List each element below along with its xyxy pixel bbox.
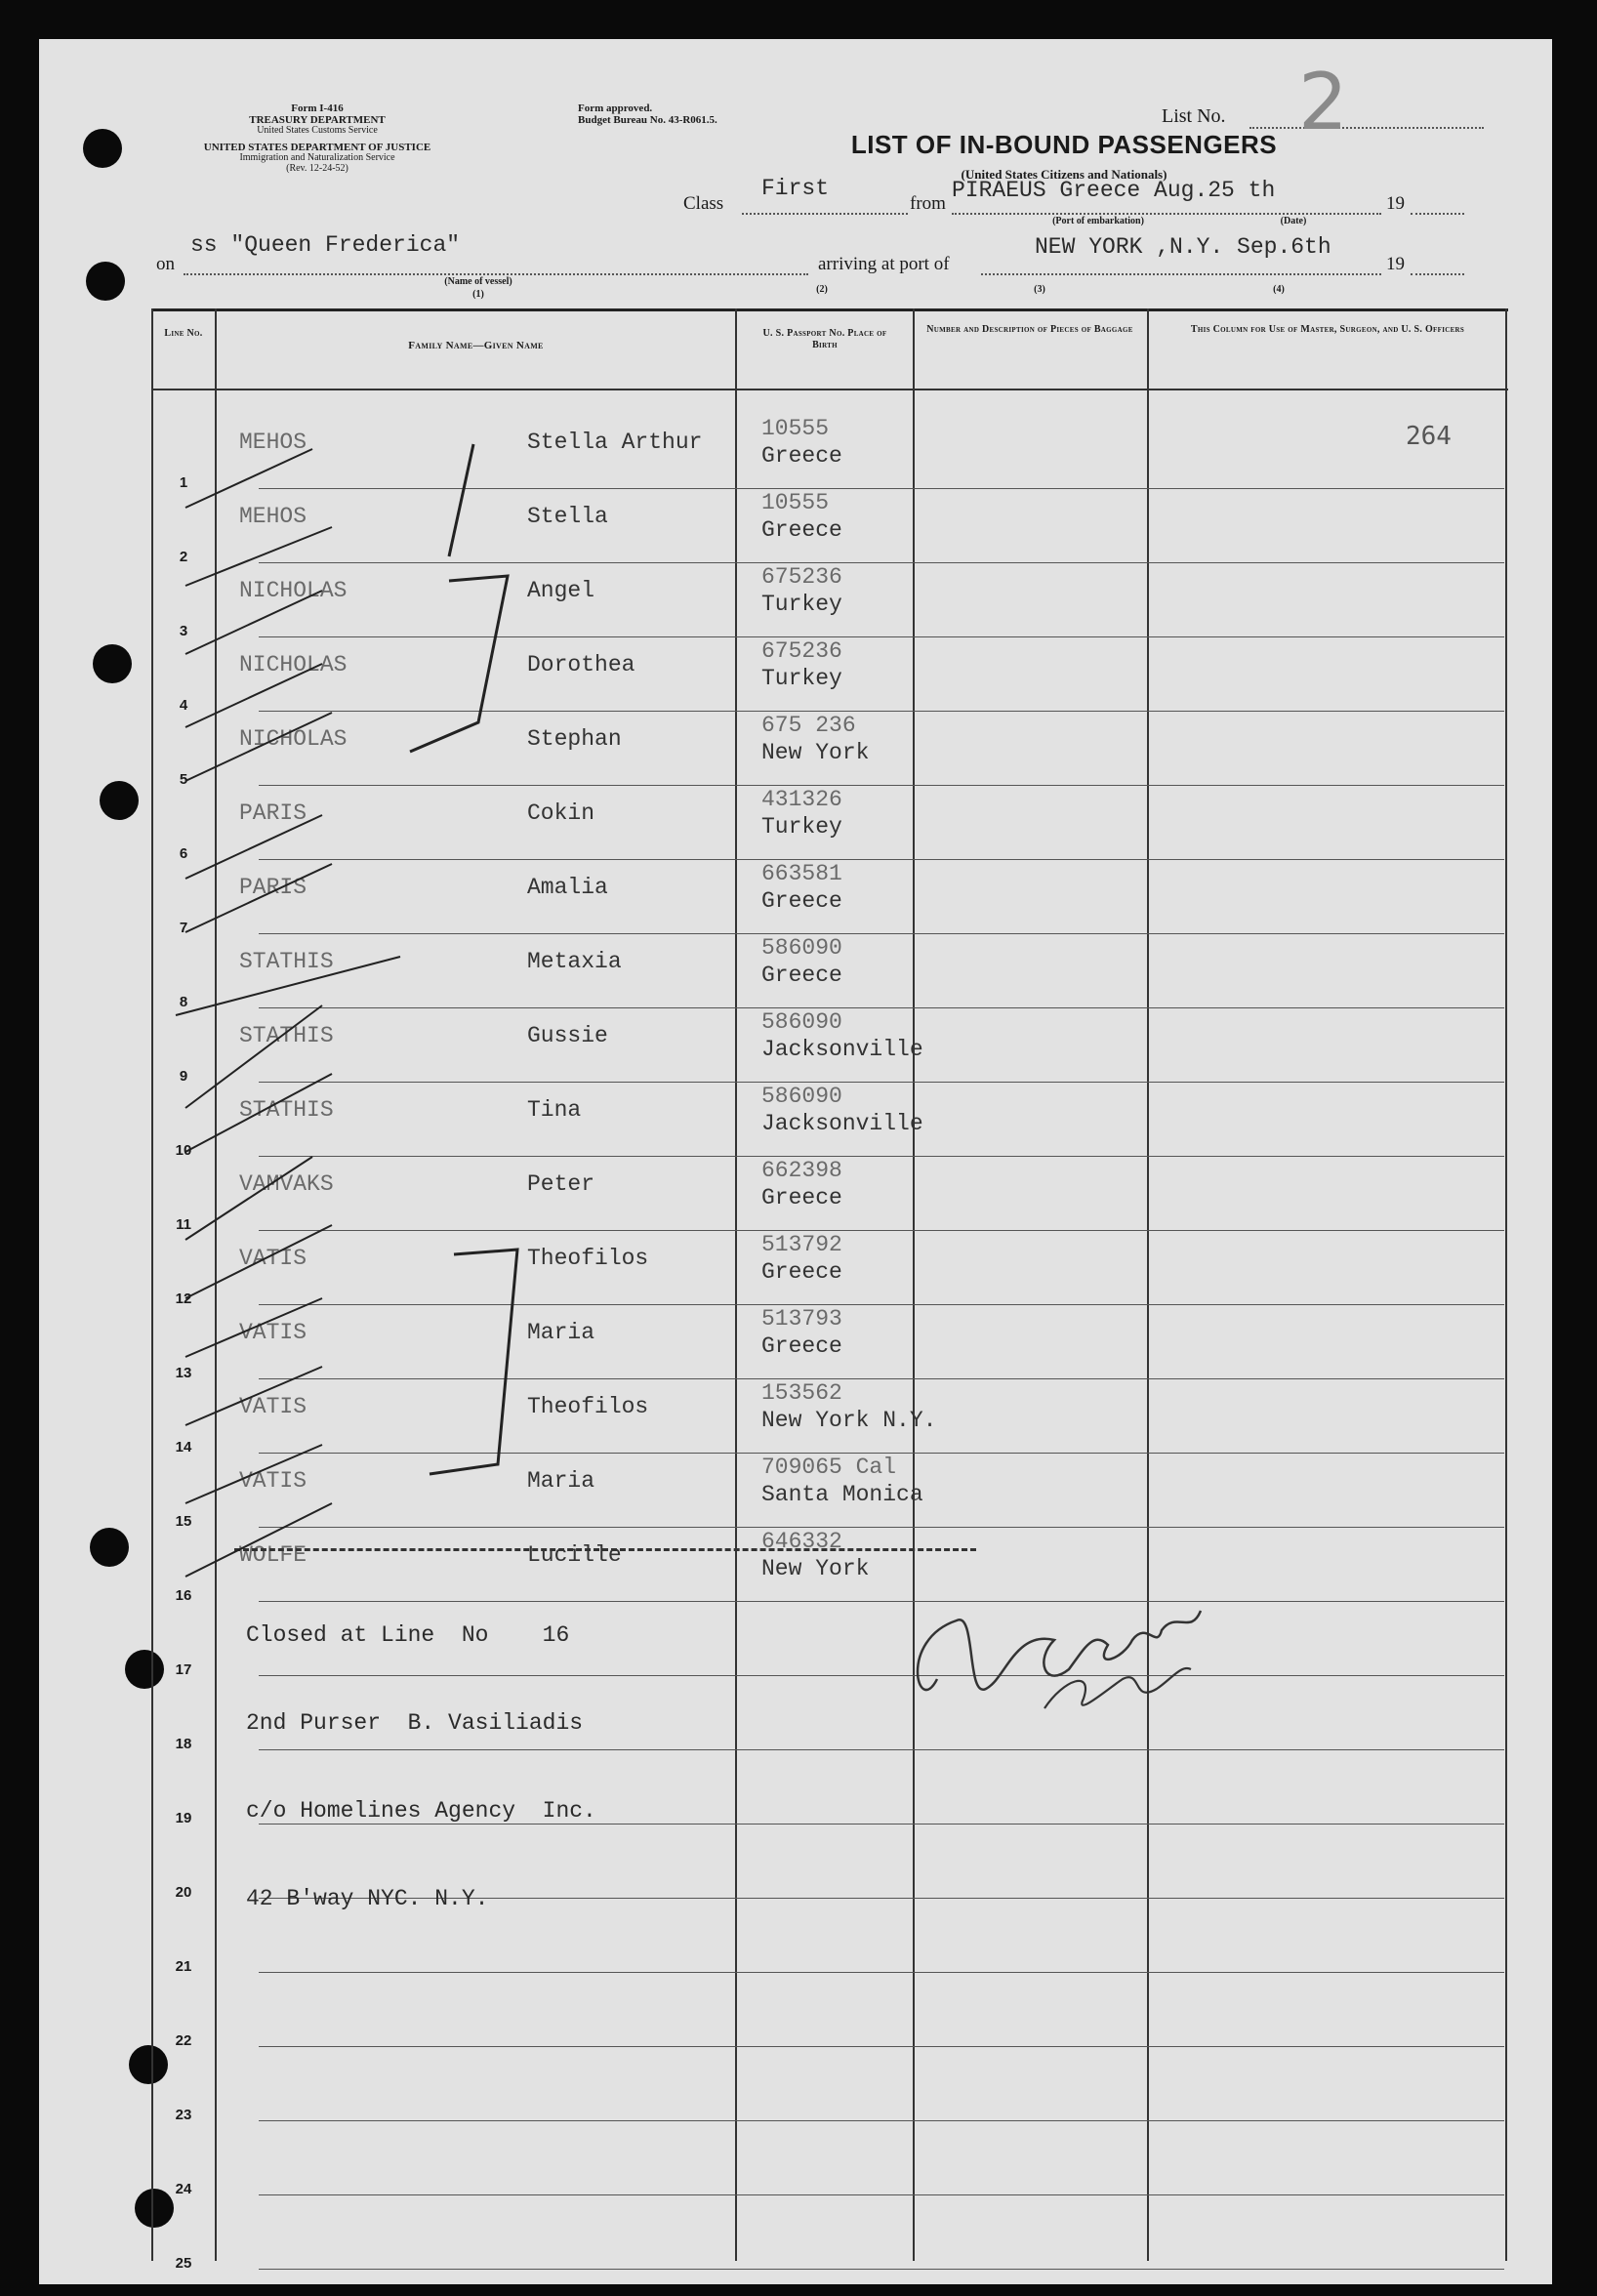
col-caption-2: (2) — [816, 284, 828, 295]
birthplace: Greece — [761, 963, 842, 988]
family-name: VATIS — [239, 1468, 307, 1494]
family-name: STATHIS — [239, 949, 334, 974]
birthplace: Jacksonville — [761, 1037, 923, 1062]
line-number: 5 — [179, 771, 188, 788]
passport-number: 646332 — [761, 1529, 842, 1554]
birthplace: Greece — [761, 1333, 842, 1359]
given-name: Tina — [527, 1097, 582, 1123]
passport-number: 513793 — [761, 1306, 842, 1332]
closing-line-3: c/o Homelines Agency Inc. — [246, 1798, 596, 1824]
birthplace: New York N.Y. — [761, 1408, 937, 1433]
family-name: VATIS — [239, 1320, 307, 1345]
passport-number: 675236 — [761, 638, 842, 664]
given-name: Theofilos — [527, 1394, 649, 1419]
given-name: Amalia — [527, 875, 608, 900]
page-title: LIST OF IN-BOUND PASSENGERS — [850, 130, 1278, 159]
passport-number: 675236 — [761, 564, 842, 590]
from-value: PIRAEUS Greece Aug.25 th — [952, 178, 1276, 203]
line-number: 4 — [179, 697, 188, 714]
class-label: Class — [683, 193, 724, 214]
col-head-passport: U. S. Passport No. Place of Birth — [762, 328, 887, 350]
birthplace: New York — [761, 1556, 870, 1581]
officers-note: 264 — [1406, 422, 1452, 451]
line-number: 24 — [175, 2181, 192, 2197]
arriving-label: arriving at port of — [818, 254, 950, 274]
agency-subline: United States Customs Service — [257, 125, 378, 137]
budget-bureau: Budget Bureau No. 43-R061.5. — [578, 113, 717, 126]
given-name: Peter — [527, 1171, 595, 1197]
dept-line: UNITED STATES DEPARTMENT OF JUSTICE — [203, 141, 431, 153]
passport-number: 586090 — [761, 935, 842, 961]
family-name: VATIS — [239, 1246, 307, 1271]
given-name: Theofilos — [527, 1246, 649, 1271]
line-number: 13 — [175, 1365, 192, 1381]
line-number: 22 — [175, 2032, 192, 2049]
closing-line-4: 42 B'way NYC. N.Y. — [246, 1886, 489, 1911]
vessel-value: ss "Queen Frederica" — [190, 232, 461, 258]
passport-number: 675 236 — [761, 713, 856, 738]
family-name: PARIS — [239, 800, 307, 826]
passport-number: 662398 — [761, 1158, 842, 1183]
given-name: Metaxia — [527, 949, 622, 974]
given-name: Dorothea — [527, 652, 635, 677]
family-name: WOLFE — [239, 1542, 307, 1568]
family-name: VAMVAKS — [239, 1171, 334, 1197]
birthplace: Jacksonville — [761, 1111, 923, 1136]
line-number: 11 — [176, 1216, 191, 1233]
family-name: PARIS — [239, 875, 307, 900]
line-number: 19 — [175, 1810, 192, 1826]
passport-number: 513792 — [761, 1232, 842, 1257]
line-number: 7 — [179, 920, 188, 936]
given-name: Angel — [527, 578, 595, 603]
passport-number: 709065 Cal — [761, 1455, 897, 1480]
passport-number: 10555 — [761, 416, 830, 441]
pencil-marks — [39, 39, 1552, 2284]
line-number: 16 — [175, 1587, 192, 1604]
line-number: 14 — [175, 1439, 192, 1456]
line-number: 25 — [175, 2255, 192, 2272]
birthplace: Turkey — [761, 666, 842, 691]
page-subtitle: (United States Citizens and Nationals) — [961, 167, 1167, 182]
class-value: First — [761, 176, 830, 201]
col-head-name: Family Name—Given Name — [408, 340, 544, 351]
birthplace: Greece — [761, 1185, 842, 1210]
closing-line-2: 2nd Purser B. Vasiliadis — [246, 1710, 584, 1736]
on-label: on — [156, 254, 175, 274]
birthplace: Greece — [761, 443, 842, 469]
form-approved: Form approved. — [578, 102, 653, 114]
line-number: 3 — [179, 623, 188, 639]
given-name: Stella — [527, 504, 608, 529]
line-number: 21 — [175, 1958, 192, 1975]
col-caption-1: (1) — [472, 289, 484, 300]
family-name: STATHIS — [239, 1097, 334, 1123]
line-number: 17 — [175, 1661, 192, 1678]
form-number: Form I-416 — [291, 102, 344, 114]
given-name: Gussie — [527, 1023, 608, 1048]
from-label: from — [910, 193, 946, 214]
family-name: STATHIS — [239, 1023, 334, 1048]
family-name: NICHOLAS — [239, 652, 348, 677]
dept-subline: Immigration and Naturalization Service — [239, 152, 395, 164]
year-label: 19 — [1386, 193, 1405, 214]
given-name: Stephan — [527, 726, 622, 752]
line-number: 2 — [179, 549, 188, 565]
given-name: Maria — [527, 1320, 595, 1345]
vessel-caption: (Name of vessel) — [444, 276, 512, 287]
col-caption-3: (3) — [1034, 284, 1045, 295]
birthplace: Greece — [761, 517, 842, 543]
manifest-page — [39, 39, 1552, 2284]
birthplace: Turkey — [761, 592, 842, 617]
family-name: MEHOS — [239, 504, 307, 529]
family-name: VATIS — [239, 1394, 307, 1419]
given-name: Maria — [527, 1468, 595, 1494]
line-number: 15 — [175, 1513, 192, 1530]
birthplace: Turkey — [761, 814, 842, 840]
year-label-2: 19 — [1386, 254, 1405, 274]
line-number: 23 — [175, 2107, 192, 2123]
closing-line-1: Closed at Line No 16 — [246, 1622, 570, 1648]
birthplace: New York — [761, 740, 870, 765]
given-name: Cokin — [527, 800, 595, 826]
line-number: 9 — [179, 1068, 188, 1085]
passport-number: 153562 — [761, 1380, 842, 1406]
rev-date: (Rev. 12-24-52) — [286, 162, 348, 174]
line-number: 8 — [179, 994, 188, 1010]
line-number: 6 — [179, 845, 188, 862]
family-name: NICHOLAS — [239, 578, 348, 603]
list-no-label: List No. — [1162, 105, 1226, 127]
line-number: 20 — [175, 1884, 192, 1901]
birthplace: Greece — [761, 888, 842, 914]
col-head-officers: This Column for Use of Master, Surgeon, and U. S. Officers — [1190, 324, 1465, 335]
line-number: 18 — [175, 1736, 192, 1752]
agency-line: TREASURY DEPARTMENT — [249, 113, 386, 126]
family-name: MEHOS — [239, 430, 307, 455]
given-name: Stella Arthur — [527, 430, 703, 455]
passport-number: 586090 — [761, 1084, 842, 1109]
col-head-line: Line No. — [164, 328, 203, 339]
birthplace: Greece — [761, 1259, 842, 1285]
col-head-baggage: Number and Description of Pieces of Baggage — [926, 324, 1133, 335]
passport-number: 663581 — [761, 861, 842, 886]
arrival-value: NEW YORK ,N.Y. Sep.6th — [1035, 234, 1331, 260]
port-embark-caption: (Port of embarkation) — [1052, 216, 1144, 226]
line-number: 1 — [179, 474, 188, 491]
list-no-value: 2 — [1298, 57, 1348, 147]
date-caption: (Date) — [1280, 216, 1307, 226]
passport-number: 10555 — [761, 490, 830, 515]
family-name: NICHOLAS — [239, 726, 348, 752]
line-number: 10 — [175, 1142, 192, 1159]
birthplace: Santa Monica — [761, 1482, 923, 1507]
passport-number: 431326 — [761, 787, 842, 812]
line-number: 12 — [175, 1291, 192, 1307]
col-caption-4: (4) — [1273, 284, 1285, 295]
given-name: Lucille — [527, 1542, 622, 1568]
passport-number: 586090 — [761, 1009, 842, 1035]
